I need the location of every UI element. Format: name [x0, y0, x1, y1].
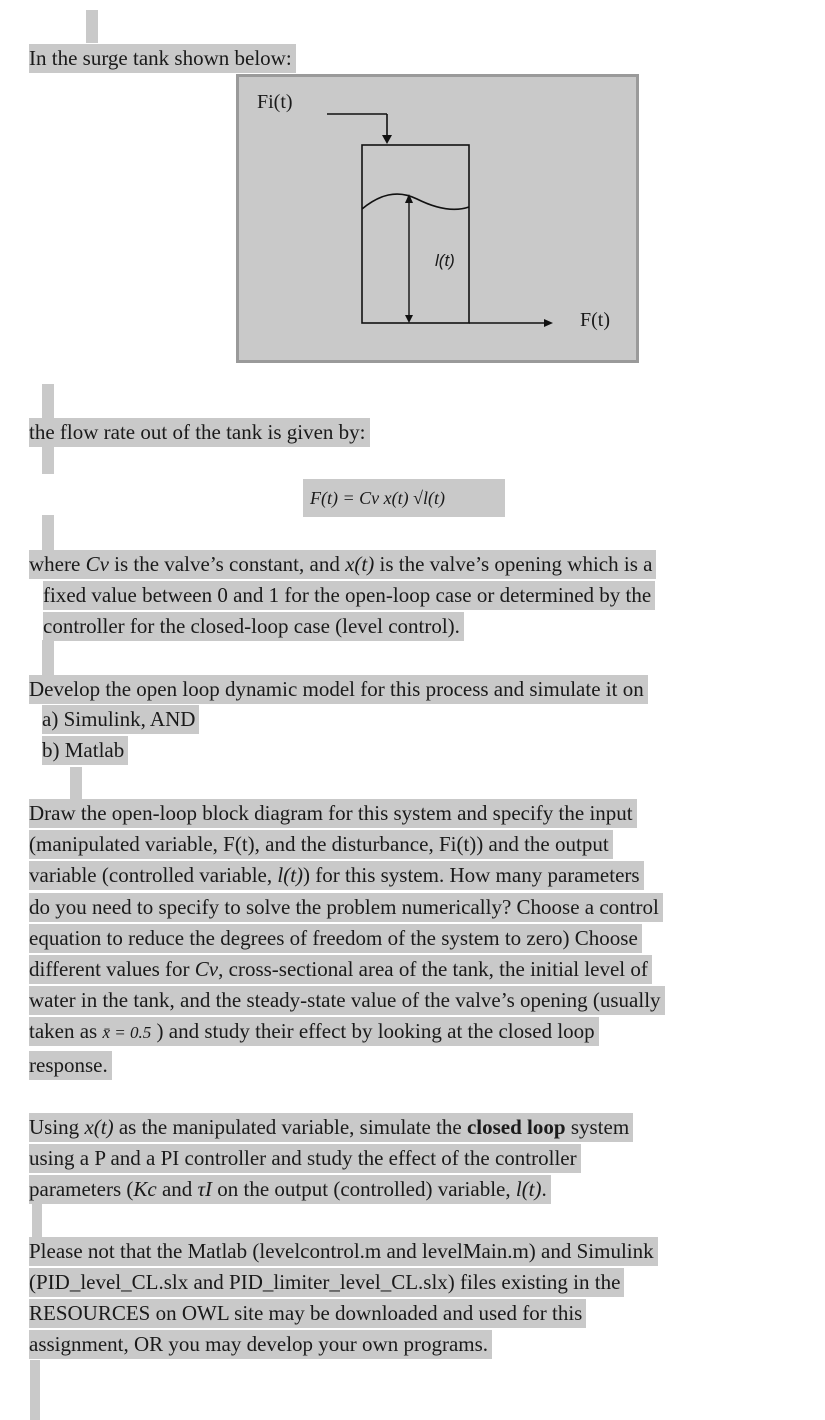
please-line-1: Please not that the Matlab (levelcontrol.m and levelMain.m) and Simulink [29, 1237, 658, 1265]
draw-line-6: different values for Cv, cross-sectional area of the tank, the initial level of [29, 955, 652, 983]
draw-line-2: (manipulated variable, F(t), and the disturbance, Fi(t)) and the output [29, 830, 613, 858]
flow-equation: F(t) = Cv x(t) √l(t) [303, 479, 505, 517]
using-line-3: parameters (Kc and τI on the output (controlled) variable, l(t). [29, 1175, 551, 1203]
where-line-3: controller for the closed-loop case (level control). [43, 612, 464, 640]
where-line-2: fixed value between 0 and 1 for the open-loop case or determined by the [43, 581, 655, 609]
selection-bar [70, 767, 82, 799]
draw-line-5: equation to reduce the degrees of freedom of the system to zero) Choose [29, 924, 642, 952]
develop-text: Develop the open loop dynamic model for this process and simulate it on [29, 675, 648, 703]
inflow-arrow-icon [382, 135, 392, 144]
selection-bar [42, 640, 54, 675]
draw-line-4: do you need to specify to solve the problem numerically? Choose a control [29, 893, 663, 921]
outflow-label: F(t) [580, 309, 610, 331]
draw-line-7: water in the tank, and the steady-state value of the valve’s opening (usually [29, 986, 665, 1014]
please-line-3: RESOURCES on OWL site may be downloaded and used for this [29, 1299, 586, 1327]
surge-tank-diagram [236, 74, 639, 363]
inflow-label: Fi(t) [257, 91, 293, 113]
develop-item-b: b) Matlab [42, 736, 128, 764]
liquid-surface [362, 194, 469, 209]
using-line-1: Using x(t) as the manipulated variable, simulate the closed loop system [29, 1113, 633, 1141]
please-line-4: assignment, OR you may develop your own programs. [29, 1330, 492, 1358]
selection-bar [42, 515, 54, 555]
using-line-2: using a P and a PI controller and study the effect of the controller [29, 1144, 581, 1172]
draw-line-1: Draw the open-loop block diagram for this system and specify the input [29, 799, 637, 827]
please-line-2: (PID_level_CL.slx and PID_limiter_level_CL.slx) files existing in the [29, 1268, 624, 1296]
selection-bar [30, 1360, 40, 1420]
flow-intro-text: the flow rate out of the tank is given by: [29, 418, 370, 446]
draw-line-8: taken as x̄ = 0.5 ) and study their effect by looking at the closed loop [29, 1017, 599, 1047]
tank-outline [362, 145, 469, 323]
draw-line-3: variable (controlled variable, l(t)) for this system. How many parameters [29, 861, 644, 889]
level-label: l(t) [435, 251, 455, 270]
outflow-arrow-icon [544, 319, 553, 327]
intro-text: In the surge tank shown below: [29, 44, 296, 72]
selection-bar [32, 1204, 42, 1238]
selection-bar [86, 10, 98, 43]
where-line-1: where Cv is the valve’s constant, and x(t) is the valve’s opening which is a [29, 550, 656, 578]
develop-item-a: a) Simulink, AND [42, 705, 199, 733]
draw-line-9: response. [29, 1051, 112, 1079]
